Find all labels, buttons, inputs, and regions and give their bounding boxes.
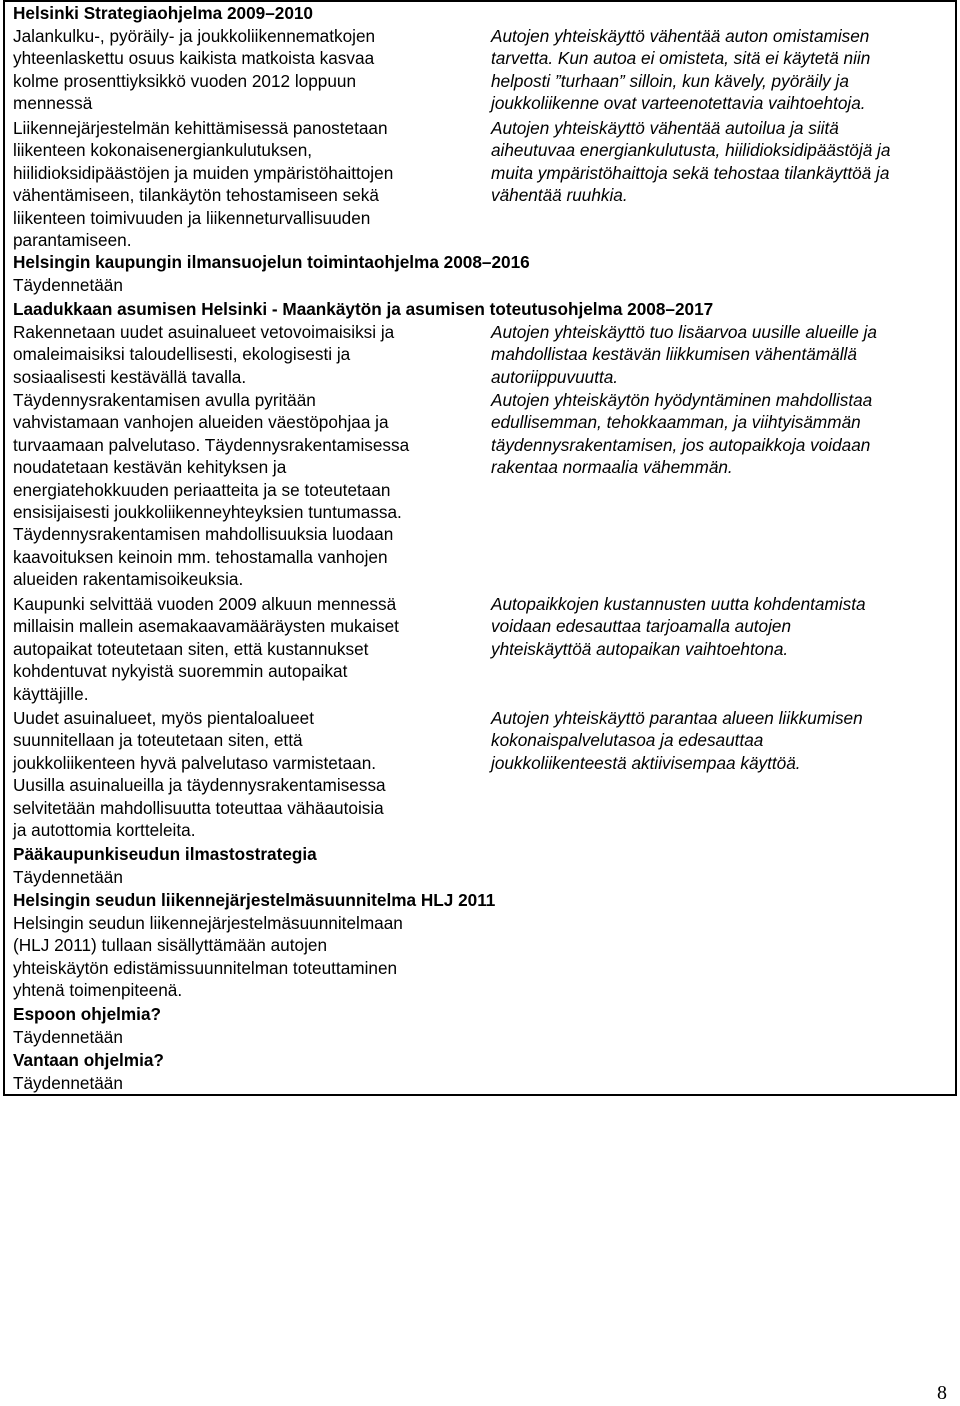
strategy-right-paragraph-1: Autojen yhteiskäyttö vähentää auton omistamisen tarvetta. Kun autoa ei omisteta, sitä ei käytetä niin helposti ”turhaan” silloin, kun kävely, pyöräily ja joukkoliikenne ovat varteenotettavia vaihtoehtoja. (491, 26, 871, 114)
section-title-metro-climate: Pääkaupunkiseudun ilmastostrategia (13, 844, 317, 864)
page-number: 8 (937, 1382, 947, 1404)
section-title-vantaa: Vantaan ohjelmia? (13, 1050, 164, 1070)
housing-right-paragraph-4: Autojen yhteiskäyttö parantaa alueen liikkumisen kokonaispalvelutasoa ja edesauttaa joukkoliikenteestä aktiivisempaa käyttöä. (491, 708, 863, 773)
espoo-note: Täydennetään (13, 1027, 123, 1047)
housing-left-paragraph-3: Kaupunki selvittää vuoden 2009 alkuun mennessä millaisin mallein asemakaavamääräysten mukaiset autopaikat toteutetaan siten, että kustannukset kohdentuvat nykyistä suoremmin autopaikat käyttäjille. (13, 594, 399, 704)
section-title-climate: Helsingin kaupungin ilmansuojelun toimintaohjelma 2008–2016 (13, 252, 530, 272)
metro-climate-note: Täydennetään (13, 867, 123, 887)
hlj-paragraph: Helsingin seudun liikennejärjestelmäsuunnitelmaan (HLJ 2011) tullaan sisällyttämään autojen yhteiskäytön edistämissuunnitelman toteuttaminen yhtenä toimenpiteenä. (13, 913, 403, 1001)
strategy-right-paragraph-2: Autojen yhteiskäyttö vähentää autoilua ja siitä aiheutuvaa energiankulutusta, hiilidioksidipäästöjä ja muita ympäristöhaittoja sekä tehostaa tilankäyttöä ja vähentää ruuhkia. (491, 118, 891, 206)
strategy-left-paragraph-1: Jalankulku-, pyöräily- ja joukkoliikennematkojen yhteenlaskettu osuus kaikista matkoista kasvaa kolme prosenttiyksikkö vuoden 2012 loppuun mennessä (13, 26, 376, 114)
section-title-hlj: Helsingin seudun liikennejärjestelmäsuunnitelma HLJ 2011 (13, 890, 496, 910)
section-title-espoo: Espoon ohjelmia? (13, 1004, 162, 1024)
strategy-left-paragraph-2: Liikennejärjestelmän kehittämisessä panostetaan liikenteen kokonaisenergiankulutuksen, hiilidioksidipäästöjen ja muiden ympäristöhaittojen vähentämiseen, tilankäytön tehostamiseen sekä liikenteen toimivuuden ja liikenneturvallisuuden parantamiseen. (13, 118, 394, 251)
housing-right-paragraph-2: Autojen yhteiskäytön hyödyntäminen mahdollistaa edullisemman, tehokkaamman, ja viihtyisämmän täydennysrakentamisen, jos autopaikkoja voidaan rakentaa normaalia vähemmän. (491, 390, 873, 478)
housing-right-paragraph-1: Autojen yhteiskäyttö tuo lisäarvoa uusille alueille ja mahdollistaa kestävän liikkumisen vähentämällä autoriippuvuutta. (491, 322, 877, 387)
vantaa-note: Täydennetään (13, 1073, 123, 1093)
section-title-housing: Laadukkaan asumisen Helsinki - Maankäytön ja asumisen toteutusohjelma 2008–2017 (13, 299, 714, 319)
housing-left-paragraph-1: Rakennetaan uudet asuinalueet vetovoimaisiksi ja omaleimaisiksi taloudellisesti, ekologisesti ja sosiaalisesti kestävällä tavalla. (13, 322, 395, 387)
housing-left-paragraph-2: Täydennysrakentamisen avulla pyritään vahvistamaan vanhojen alueiden väestöpohjaa ja turvaamaan palvelutaso. Täydennysrakentamisessa noudatetaan kestävän kehityksen ja energiatehokkuuden periaatteita ja se toteutetaan ensisijaisesti joukkoliikenneyhteyksien tuntumassa. Täydennysrakentamisen mahdollisuuksia luodaan kaavoituksen keinoin mm. tehostamalla vanhojen alueiden rakentamisoikeuksia. (13, 390, 410, 590)
climate-note: Täydennetään (13, 275, 123, 295)
section-title-strategy: Helsinki Strategiaohjelma 2009–2010 (13, 3, 313, 23)
housing-right-paragraph-3: Autopaikkojen kustannusten uutta kohdentamista voidaan edesauttaa tarjoamalla autojen yhteiskäyttöä autopaikan vaihtoehtona. (491, 594, 866, 659)
housing-left-paragraph-4: Uudet asuinalueet, myös pientaloalueet suunnitellaan ja toteutetaan siten, että joukkoliikenteen hyvä palvelutaso varmistetaan. Uusilla asuinalueilla ja täydennysrakentamisessa selvitetään mahdollisuutta toteuttaa vähäautoisia ja autottomia kortteleita. (13, 708, 386, 841)
